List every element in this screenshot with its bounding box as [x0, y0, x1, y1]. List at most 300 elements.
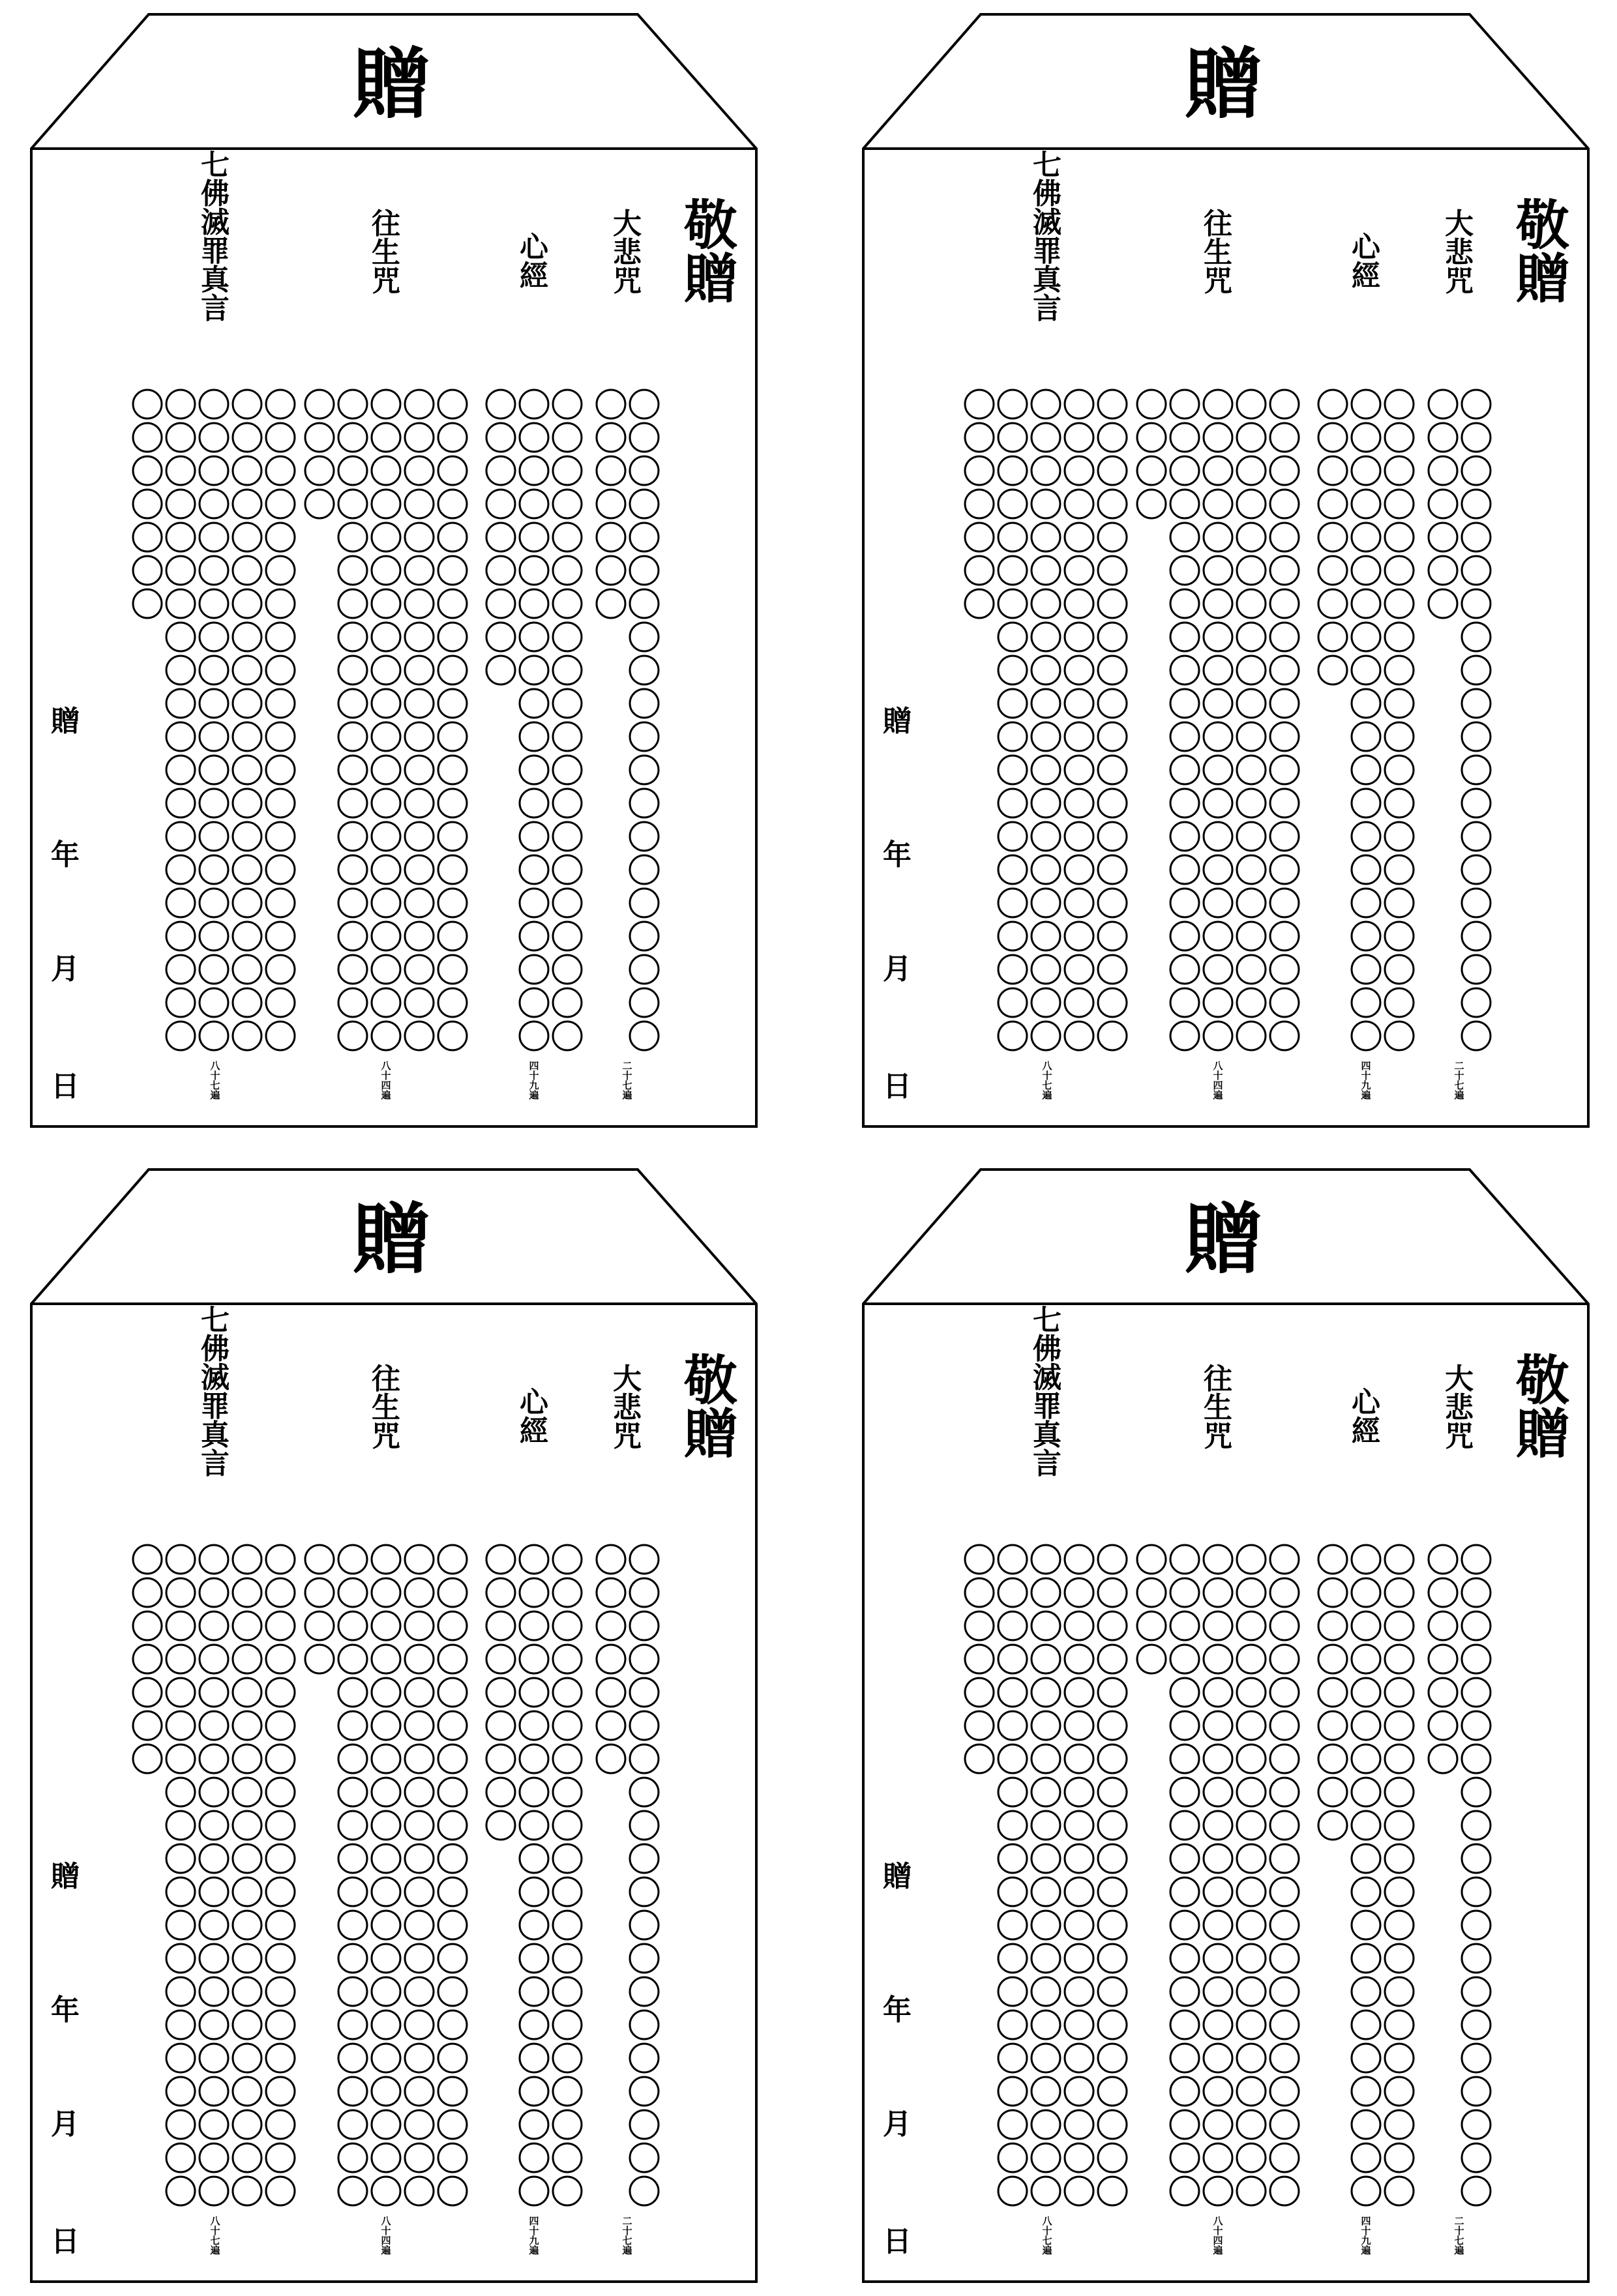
tally-circle-qifo[interactable]: [233, 523, 261, 552]
tally-circle-wangsheng[interactable]: [405, 1678, 434, 1707]
tally-circle-qifo[interactable]: [1098, 423, 1127, 452]
tally-circle-wangsheng[interactable]: [338, 1877, 367, 1906]
tally-circle-qifo[interactable]: [166, 922, 195, 950]
tally-circle-xinjing[interactable]: [1352, 722, 1380, 751]
tally-circle-wangsheng[interactable]: [1170, 1944, 1199, 1973]
tally-circle-dabei[interactable]: [630, 1811, 659, 1840]
tally-circle-xinjing[interactable]: [1385, 1645, 1414, 1673]
tally-circle-qifo[interactable]: [233, 2110, 261, 2139]
tally-circle-wangsheng[interactable]: [338, 2077, 367, 2106]
tally-circle-wangsheng[interactable]: [1270, 988, 1299, 1017]
tally-circle-xinjing[interactable]: [1352, 789, 1380, 817]
tally-circle-xinjing[interactable]: [520, 2143, 548, 2172]
tally-circle-qifo[interactable]: [1065, 955, 1093, 984]
tally-circle-qifo[interactable]: [266, 1578, 295, 1607]
tally-circle-xinjing[interactable]: [1352, 523, 1380, 552]
tally-circle-qifo[interactable]: [200, 523, 228, 552]
tally-circle-wangsheng[interactable]: [372, 2143, 400, 2172]
tally-circle-wangsheng[interactable]: [1170, 1844, 1199, 1873]
tally-circle-xinjing[interactable]: [486, 1545, 515, 1574]
tally-circle-qifo[interactable]: [998, 1022, 1027, 1050]
tally-circle-qifo[interactable]: [998, 523, 1027, 552]
tally-circle-wangsheng[interactable]: [1170, 955, 1199, 984]
tally-circle-xinjing[interactable]: [1385, 922, 1414, 950]
tally-circle-dabei[interactable]: [630, 722, 659, 751]
tally-circle-wangsheng[interactable]: [438, 1678, 467, 1707]
tally-circle-qifo[interactable]: [200, 656, 228, 684]
tally-circle-dabei[interactable]: [1462, 1612, 1491, 1640]
tally-circle-qifo[interactable]: [200, 1022, 228, 1050]
tally-circle-xinjing[interactable]: [486, 656, 515, 684]
tally-circle-qifo[interactable]: [1098, 1711, 1127, 1740]
tally-circle-qifo[interactable]: [133, 1545, 162, 1574]
tally-circle-wangsheng[interactable]: [438, 722, 467, 751]
tally-circle-wangsheng[interactable]: [1137, 456, 1166, 485]
tally-circle-wangsheng[interactable]: [438, 589, 467, 618]
tally-circle-wangsheng[interactable]: [338, 2010, 367, 2039]
tally-circle-xinjing[interactable]: [486, 1612, 515, 1640]
tally-circle-dabei[interactable]: [1429, 390, 1457, 419]
tally-circle-dabei[interactable]: [630, 1778, 659, 1806]
tally-circle-wangsheng[interactable]: [1170, 1678, 1199, 1707]
tally-circle-wangsheng[interactable]: [1204, 1578, 1232, 1607]
tally-circle-wangsheng[interactable]: [338, 756, 367, 784]
tally-circle-qifo[interactable]: [1065, 1811, 1093, 1840]
tally-circle-qifo[interactable]: [166, 1844, 195, 1873]
tally-circle-xinjing[interactable]: [553, 623, 582, 651]
tally-circle-qifo[interactable]: [1098, 922, 1127, 950]
tally-circle-xinjing[interactable]: [553, 988, 582, 1017]
tally-circle-dabei[interactable]: [630, 1911, 659, 1939]
tally-circle-wangsheng[interactable]: [372, 1811, 400, 1840]
tally-circle-xinjing[interactable]: [1385, 1844, 1414, 1873]
tally-circle-wangsheng[interactable]: [1137, 490, 1166, 518]
tally-circle-dabei[interactable]: [1462, 1844, 1491, 1873]
tally-circle-dabei[interactable]: [1462, 589, 1491, 618]
tally-circle-wangsheng[interactable]: [1270, 722, 1299, 751]
tally-circle-qifo[interactable]: [233, 2077, 261, 2106]
tally-circle-wangsheng[interactable]: [305, 1578, 334, 1607]
tally-circle-qifo[interactable]: [998, 1578, 1027, 1607]
tally-circle-qifo[interactable]: [998, 756, 1027, 784]
tally-circle-qifo[interactable]: [166, 1877, 195, 1906]
tally-circle-qifo[interactable]: [133, 523, 162, 552]
tally-circle-xinjing[interactable]: [1385, 2010, 1414, 2039]
tally-circle-qifo[interactable]: [1031, 1811, 1060, 1840]
tally-circle-xinjing[interactable]: [1318, 1678, 1347, 1707]
tally-circle-wangsheng[interactable]: [372, 1778, 400, 1806]
tally-circle-qifo[interactable]: [166, 2143, 195, 2172]
tally-circle-wangsheng[interactable]: [438, 1877, 467, 1906]
tally-circle-qifo[interactable]: [1065, 889, 1093, 917]
tally-circle-qifo[interactable]: [998, 1711, 1027, 1740]
tally-circle-xinjing[interactable]: [553, 955, 582, 984]
tally-circle-qifo[interactable]: [998, 423, 1027, 452]
tally-circle-qifo[interactable]: [266, 1977, 295, 2006]
tally-circle-xinjing[interactable]: [1385, 1578, 1414, 1607]
tally-circle-qifo[interactable]: [266, 722, 295, 751]
tally-circle-qifo[interactable]: [998, 1811, 1027, 1840]
tally-circle-wangsheng[interactable]: [372, 1678, 400, 1707]
tally-circle-qifo[interactable]: [1098, 855, 1127, 884]
tally-circle-wangsheng[interactable]: [1270, 822, 1299, 851]
tally-circle-wangsheng[interactable]: [405, 456, 434, 485]
tally-circle-dabei[interactable]: [630, 2044, 659, 2072]
tally-circle-qifo[interactable]: [200, 390, 228, 419]
tally-circle-qifo[interactable]: [166, 889, 195, 917]
tally-circle-wangsheng[interactable]: [372, 889, 400, 917]
tally-circle-qifo[interactable]: [1098, 523, 1127, 552]
tally-circle-wangsheng[interactable]: [338, 1711, 367, 1740]
tally-circle-qifo[interactable]: [1065, 1711, 1093, 1740]
tally-circle-qifo[interactable]: [133, 1711, 162, 1740]
tally-circle-wangsheng[interactable]: [372, 1022, 400, 1050]
tally-circle-qifo[interactable]: [1031, 456, 1060, 485]
tally-circle-wangsheng[interactable]: [372, 2077, 400, 2106]
tally-circle-wangsheng[interactable]: [338, 589, 367, 618]
tally-circle-qifo[interactable]: [1098, 1022, 1127, 1050]
tally-circle-wangsheng[interactable]: [405, 1578, 434, 1607]
tally-circle-wangsheng[interactable]: [438, 2044, 467, 2072]
tally-circle-xinjing[interactable]: [1352, 1944, 1380, 1973]
tally-circle-qifo[interactable]: [965, 523, 994, 552]
tally-circle-dabei[interactable]: [1462, 988, 1491, 1017]
tally-circle-wangsheng[interactable]: [1170, 1911, 1199, 1939]
tally-circle-xinjing[interactable]: [1318, 1645, 1347, 1673]
tally-circle-wangsheng[interactable]: [1270, 1678, 1299, 1707]
tally-circle-qifo[interactable]: [1031, 556, 1060, 585]
tally-circle-qifo[interactable]: [965, 390, 994, 419]
tally-circle-qifo[interactable]: [233, 589, 261, 618]
tally-circle-qifo[interactable]: [998, 1645, 1027, 1673]
tally-circle-wangsheng[interactable]: [1237, 2077, 1266, 2106]
tally-circle-qifo[interactable]: [1065, 2143, 1093, 2172]
tally-circle-wangsheng[interactable]: [372, 1844, 400, 1873]
tally-circle-qifo[interactable]: [266, 1877, 295, 1906]
tally-circle-wangsheng[interactable]: [372, 822, 400, 851]
tally-circle-wangsheng[interactable]: [372, 456, 400, 485]
tally-circle-wangsheng[interactable]: [1204, 689, 1232, 718]
tally-circle-qifo[interactable]: [965, 1578, 994, 1607]
tally-circle-xinjing[interactable]: [1385, 423, 1414, 452]
tally-circle-qifo[interactable]: [1098, 1911, 1127, 1939]
tally-circle-xinjing[interactable]: [486, 390, 515, 419]
tally-circle-wangsheng[interactable]: [405, 1744, 434, 1773]
tally-circle-wangsheng[interactable]: [338, 789, 367, 817]
tally-circle-qifo[interactable]: [266, 689, 295, 718]
tally-circle-qifo[interactable]: [200, 822, 228, 851]
tally-circle-qifo[interactable]: [133, 1744, 162, 1773]
tally-circle-xinjing[interactable]: [1318, 456, 1347, 485]
tally-circle-dabei[interactable]: [597, 1744, 625, 1773]
tally-circle-wangsheng[interactable]: [338, 855, 367, 884]
tally-circle-xinjing[interactable]: [1352, 1778, 1380, 1806]
tally-circle-xinjing[interactable]: [1318, 390, 1347, 419]
tally-circle-wangsheng[interactable]: [1137, 423, 1166, 452]
tally-circle-xinjing[interactable]: [520, 922, 548, 950]
tally-circle-xinjing[interactable]: [1385, 1022, 1414, 1050]
tally-circle-dabei[interactable]: [630, 2177, 659, 2205]
tally-circle-xinjing[interactable]: [1352, 456, 1380, 485]
tally-circle-qifo[interactable]: [998, 955, 1027, 984]
tally-circle-wangsheng[interactable]: [1170, 722, 1199, 751]
tally-circle-wangsheng[interactable]: [372, 789, 400, 817]
tally-circle-qifo[interactable]: [233, 889, 261, 917]
tally-circle-wangsheng[interactable]: [1170, 2077, 1199, 2106]
tally-circle-wangsheng[interactable]: [1270, 1944, 1299, 1973]
tally-circle-dabei[interactable]: [630, 1844, 659, 1873]
tally-circle-xinjing[interactable]: [520, 523, 548, 552]
tally-circle-xinjing[interactable]: [520, 1977, 548, 2006]
tally-circle-wangsheng[interactable]: [1237, 423, 1266, 452]
tally-circle-qifo[interactable]: [266, 822, 295, 851]
tally-circle-xinjing[interactable]: [1352, 589, 1380, 618]
tally-circle-xinjing[interactable]: [1352, 1022, 1380, 1050]
tally-circle-wangsheng[interactable]: [438, 523, 467, 552]
tally-circle-wangsheng[interactable]: [1204, 855, 1232, 884]
tally-circle-wangsheng[interactable]: [405, 656, 434, 684]
tally-circle-wangsheng[interactable]: [405, 855, 434, 884]
tally-circle-qifo[interactable]: [1065, 523, 1093, 552]
tally-circle-qifo[interactable]: [965, 1612, 994, 1640]
tally-circle-wangsheng[interactable]: [338, 1545, 367, 1574]
tally-circle-dabei[interactable]: [1429, 1578, 1457, 1607]
tally-circle-qifo[interactable]: [965, 490, 994, 518]
tally-circle-xinjing[interactable]: [486, 1711, 515, 1740]
tally-circle-wangsheng[interactable]: [405, 2143, 434, 2172]
tally-circle-wangsheng[interactable]: [1237, 756, 1266, 784]
tally-circle-wangsheng[interactable]: [1270, 1545, 1299, 1574]
tally-circle-qifo[interactable]: [166, 1944, 195, 1973]
tally-circle-wangsheng[interactable]: [1270, 2177, 1299, 2205]
tally-circle-wangsheng[interactable]: [1204, 556, 1232, 585]
tally-circle-wangsheng[interactable]: [438, 1811, 467, 1840]
tally-circle-wangsheng[interactable]: [1204, 988, 1232, 1017]
tally-circle-xinjing[interactable]: [1352, 556, 1380, 585]
tally-circle-qifo[interactable]: [1065, 556, 1093, 585]
tally-circle-dabei[interactable]: [1462, 2010, 1491, 2039]
tally-circle-wangsheng[interactable]: [338, 1612, 367, 1640]
tally-circle-xinjing[interactable]: [520, 1678, 548, 1707]
tally-circle-wangsheng[interactable]: [1204, 722, 1232, 751]
tally-circle-xinjing[interactable]: [553, 656, 582, 684]
tally-circle-xinjing[interactable]: [1352, 2110, 1380, 2139]
tally-circle-wangsheng[interactable]: [1270, 1877, 1299, 1906]
tally-circle-xinjing[interactable]: [1385, 1744, 1414, 1773]
tally-circle-wangsheng[interactable]: [438, 2110, 467, 2139]
tally-circle-wangsheng[interactable]: [1170, 2044, 1199, 2072]
tally-circle-wangsheng[interactable]: [405, 955, 434, 984]
tally-circle-dabei[interactable]: [630, 1977, 659, 2006]
tally-circle-wangsheng[interactable]: [1237, 1944, 1266, 1973]
tally-circle-wangsheng[interactable]: [372, 855, 400, 884]
tally-circle-qifo[interactable]: [1065, 822, 1093, 851]
tally-circle-qifo[interactable]: [1065, 1911, 1093, 1939]
tally-circle-xinjing[interactable]: [520, 1778, 548, 1806]
tally-circle-qifo[interactable]: [200, 1778, 228, 1806]
tally-circle-dabei[interactable]: [1462, 1578, 1491, 1607]
tally-circle-qifo[interactable]: [998, 855, 1027, 884]
tally-circle-qifo[interactable]: [233, 556, 261, 585]
tally-circle-wangsheng[interactable]: [1270, 390, 1299, 419]
tally-circle-qifo[interactable]: [200, 689, 228, 718]
tally-circle-wangsheng[interactable]: [1170, 1645, 1199, 1673]
tally-circle-wangsheng[interactable]: [405, 556, 434, 585]
tally-circle-qifo[interactable]: [1065, 2044, 1093, 2072]
tally-circle-wangsheng[interactable]: [405, 922, 434, 950]
tally-circle-wangsheng[interactable]: [372, 2010, 400, 2039]
tally-circle-xinjing[interactable]: [553, 1911, 582, 1939]
tally-circle-xinjing[interactable]: [1318, 1711, 1347, 1740]
tally-circle-qifo[interactable]: [233, 722, 261, 751]
tally-circle-qifo[interactable]: [1098, 1977, 1127, 2006]
tally-circle-qifo[interactable]: [266, 523, 295, 552]
tally-circle-xinjing[interactable]: [520, 955, 548, 984]
tally-circle-qifo[interactable]: [1098, 889, 1127, 917]
tally-circle-wangsheng[interactable]: [1237, 1811, 1266, 1840]
tally-circle-qifo[interactable]: [266, 1744, 295, 1773]
tally-circle-qifo[interactable]: [200, 556, 228, 585]
tally-circle-xinjing[interactable]: [1385, 2177, 1414, 2205]
tally-circle-xinjing[interactable]: [1385, 589, 1414, 618]
tally-circle-qifo[interactable]: [233, 1911, 261, 1939]
tally-circle-wangsheng[interactable]: [338, 822, 367, 851]
tally-circle-xinjing[interactable]: [486, 1811, 515, 1840]
tally-circle-wangsheng[interactable]: [438, 656, 467, 684]
tally-circle-wangsheng[interactable]: [438, 2177, 467, 2205]
tally-circle-wangsheng[interactable]: [1270, 1022, 1299, 1050]
tally-circle-xinjing[interactable]: [1385, 1977, 1414, 2006]
tally-circle-xinjing[interactable]: [1385, 889, 1414, 917]
tally-circle-qifo[interactable]: [1098, 988, 1127, 1017]
tally-circle-qifo[interactable]: [998, 889, 1027, 917]
tally-circle-wangsheng[interactable]: [1204, 1977, 1232, 2006]
tally-circle-xinjing[interactable]: [1352, 2010, 1380, 2039]
tally-circle-wangsheng[interactable]: [1170, 1612, 1199, 1640]
tally-circle-dabei[interactable]: [1429, 1612, 1457, 1640]
tally-circle-xinjing[interactable]: [553, 1744, 582, 1773]
tally-circle-wangsheng[interactable]: [438, 2077, 467, 2106]
tally-circle-qifo[interactable]: [1065, 656, 1093, 684]
tally-circle-qifo[interactable]: [200, 2177, 228, 2205]
tally-circle-wangsheng[interactable]: [1237, 689, 1266, 718]
tally-circle-wangsheng[interactable]: [405, 589, 434, 618]
tally-circle-xinjing[interactable]: [1352, 2044, 1380, 2072]
tally-circle-dabei[interactable]: [630, 456, 659, 485]
tally-circle-qifo[interactable]: [998, 1612, 1027, 1640]
tally-circle-qifo[interactable]: [266, 623, 295, 651]
tally-circle-dabei[interactable]: [630, 1744, 659, 1773]
tally-circle-wangsheng[interactable]: [372, 2110, 400, 2139]
tally-circle-wangsheng[interactable]: [405, 2110, 434, 2139]
tally-circle-qifo[interactable]: [998, 623, 1027, 651]
tally-circle-dabei[interactable]: [1462, 1944, 1491, 1973]
tally-circle-qifo[interactable]: [1031, 623, 1060, 651]
tally-circle-qifo[interactable]: [166, 656, 195, 684]
tally-circle-qifo[interactable]: [998, 1844, 1027, 1873]
tally-circle-dabei[interactable]: [1429, 1744, 1457, 1773]
tally-circle-wangsheng[interactable]: [1270, 2044, 1299, 2072]
tally-circle-dabei[interactable]: [1462, 955, 1491, 984]
tally-circle-qifo[interactable]: [166, 988, 195, 1017]
tally-circle-wangsheng[interactable]: [1204, 1645, 1232, 1673]
tally-circle-xinjing[interactable]: [553, 1022, 582, 1050]
tally-circle-xinjing[interactable]: [520, 656, 548, 684]
tally-circle-wangsheng[interactable]: [1237, 2010, 1266, 2039]
tally-circle-wangsheng[interactable]: [1270, 922, 1299, 950]
tally-circle-wangsheng[interactable]: [1237, 855, 1266, 884]
tally-circle-xinjing[interactable]: [520, 855, 548, 884]
tally-circle-qifo[interactable]: [1031, 589, 1060, 618]
tally-circle-wangsheng[interactable]: [338, 722, 367, 751]
tally-circle-qifo[interactable]: [1031, 988, 1060, 1017]
tally-circle-qifo[interactable]: [1065, 1778, 1093, 1806]
tally-circle-wangsheng[interactable]: [1270, 2010, 1299, 2039]
tally-circle-qifo[interactable]: [233, 1944, 261, 1973]
tally-circle-qifo[interactable]: [1065, 2177, 1093, 2205]
tally-circle-dabei[interactable]: [630, 922, 659, 950]
tally-circle-xinjing[interactable]: [1352, 1612, 1380, 1640]
tally-circle-qifo[interactable]: [1098, 722, 1127, 751]
tally-circle-xinjing[interactable]: [1352, 656, 1380, 684]
tally-circle-xinjing[interactable]: [520, 2110, 548, 2139]
tally-circle-wangsheng[interactable]: [405, 2077, 434, 2106]
tally-circle-xinjing[interactable]: [1385, 556, 1414, 585]
tally-circle-qifo[interactable]: [1065, 855, 1093, 884]
tally-circle-qifo[interactable]: [1065, 2077, 1093, 2106]
tally-circle-wangsheng[interactable]: [438, 390, 467, 419]
tally-circle-wangsheng[interactable]: [338, 656, 367, 684]
tally-circle-qifo[interactable]: [1065, 1545, 1093, 1574]
tally-circle-qifo[interactable]: [1031, 1545, 1060, 1574]
tally-circle-wangsheng[interactable]: [372, 656, 400, 684]
tally-circle-wangsheng[interactable]: [1237, 1022, 1266, 1050]
tally-circle-xinjing[interactable]: [1352, 1678, 1380, 1707]
tally-circle-qifo[interactable]: [200, 1645, 228, 1673]
tally-circle-qifo[interactable]: [166, 1811, 195, 1840]
tally-circle-qifo[interactable]: [965, 456, 994, 485]
tally-circle-qifo[interactable]: [166, 556, 195, 585]
tally-circle-qifo[interactable]: [1098, 456, 1127, 485]
tally-circle-wangsheng[interactable]: [405, 1811, 434, 1840]
tally-circle-qifo[interactable]: [166, 689, 195, 718]
tally-circle-dabei[interactable]: [1462, 456, 1491, 485]
tally-circle-xinjing[interactable]: [553, 1645, 582, 1673]
tally-circle-dabei[interactable]: [1429, 490, 1457, 518]
tally-circle-qifo[interactable]: [266, 988, 295, 1017]
tally-circle-wangsheng[interactable]: [1270, 955, 1299, 984]
tally-circle-qifo[interactable]: [1098, 2177, 1127, 2205]
tally-circle-qifo[interactable]: [200, 623, 228, 651]
tally-circle-dabei[interactable]: [630, 789, 659, 817]
tally-circle-qifo[interactable]: [200, 955, 228, 984]
tally-circle-wangsheng[interactable]: [1237, 490, 1266, 518]
tally-circle-xinjing[interactable]: [1352, 689, 1380, 718]
tally-circle-qifo[interactable]: [266, 756, 295, 784]
tally-circle-xinjing[interactable]: [1385, 2077, 1414, 2106]
tally-circle-qifo[interactable]: [266, 2010, 295, 2039]
tally-circle-dabei[interactable]: [1462, 1911, 1491, 1939]
tally-circle-wangsheng[interactable]: [338, 1744, 367, 1773]
tally-circle-xinjing[interactable]: [1318, 589, 1347, 618]
tally-circle-qifo[interactable]: [1031, 2044, 1060, 2072]
tally-circle-dabei[interactable]: [630, 490, 659, 518]
tally-circle-wangsheng[interactable]: [1237, 656, 1266, 684]
tally-circle-qifo[interactable]: [200, 1977, 228, 2006]
tally-circle-xinjing[interactable]: [553, 423, 582, 452]
tally-circle-xinjing[interactable]: [553, 1944, 582, 1973]
tally-circle-wangsheng[interactable]: [1237, 722, 1266, 751]
